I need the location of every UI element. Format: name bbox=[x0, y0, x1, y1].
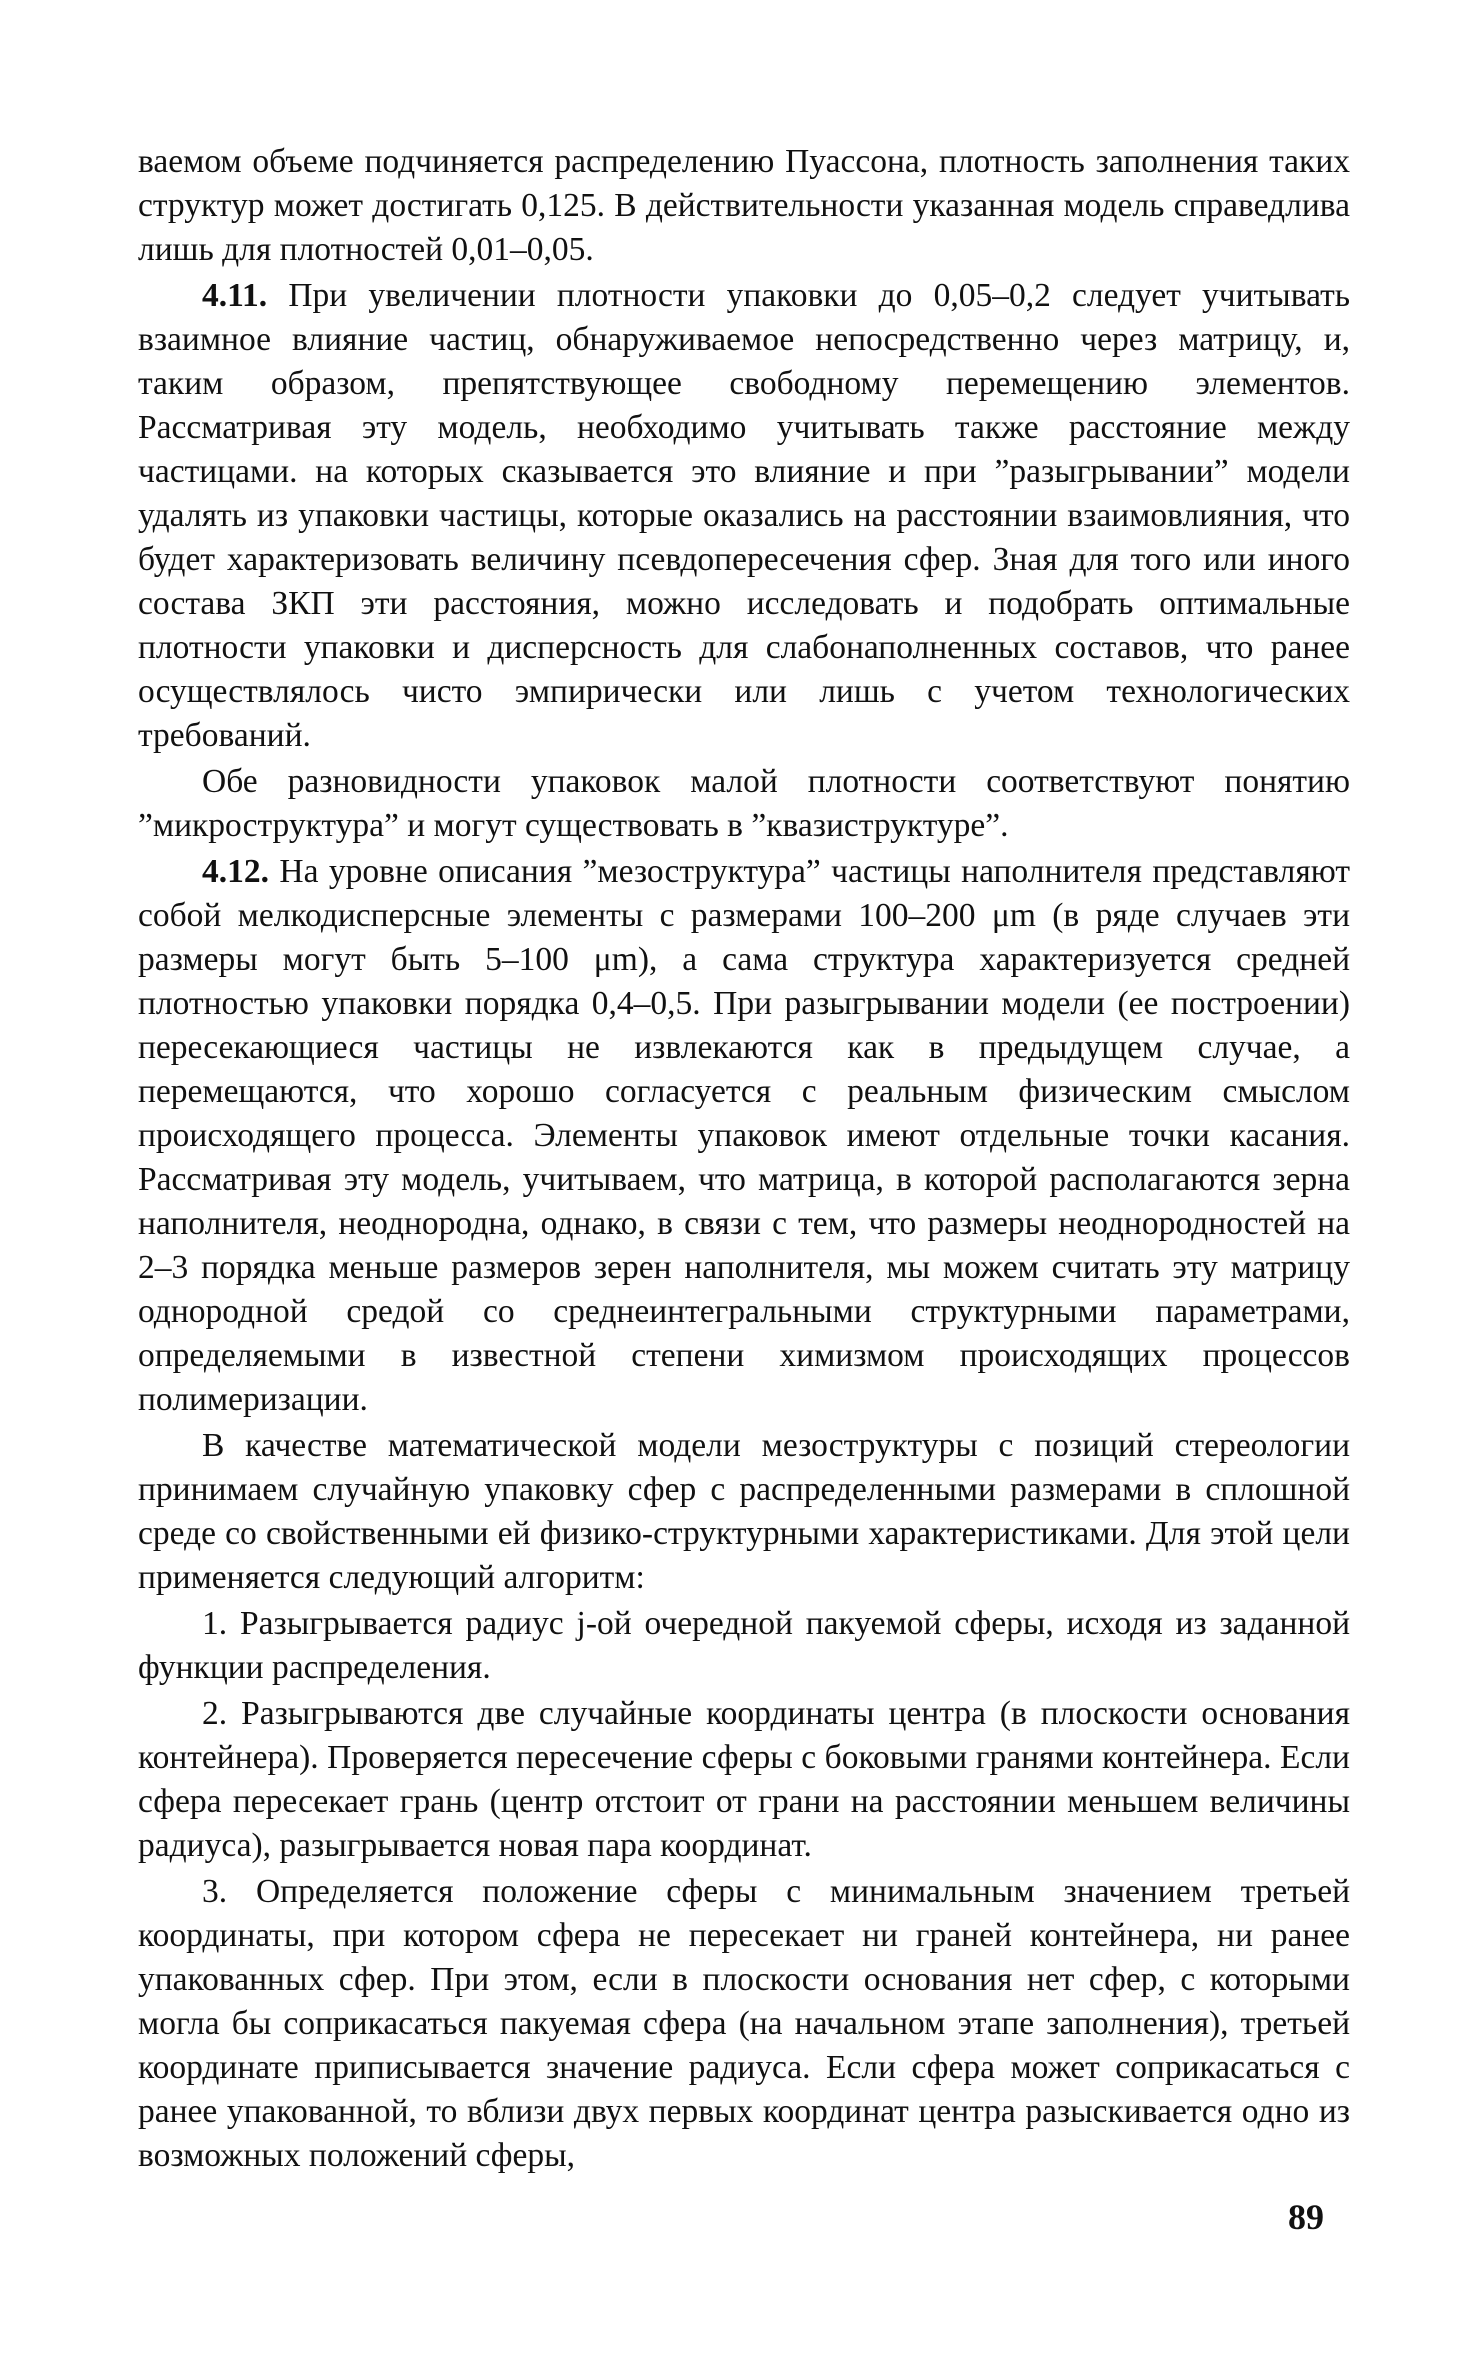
paragraph-section-4-11 bbox=[138, 274, 1350, 758]
paragraph-text: На уровне описания ”мезоструктура” частицы наполнителя представляют собой мелкодисперсные элементы с размерами 100–200 μm (в ряде случаев эти размеры могут быть 5–100 μm), а сама структура характеризуется средней плотностью упаковки порядка 0,4–0,5. При разыгрывании модели (ее построении) пересекающиеся частицы не извлекаются как в предыдущем случае, а перемещаются, что хорошо согласуется с реальным физическим смыслом происходящего процесса. Элементы упаковок имеют отдельные точки касания. Рассматривая эту модель, учитываем, что матрица, в которой располагаются зерна наполнителя, неоднородна, однако, в связи с тем, что размеры неоднородностей на 2–3 порядка меньше размеров зерен наполнителя, мы можем считать эту матрицу однородной средой со среднеинтегральными структурными параметрами, определяемыми в известной степени химизмом происходящих процессов полимеризации. bbox=[138, 853, 1350, 1418]
section-number: 4.11. bbox=[202, 277, 268, 314]
paragraph-section-4-12 bbox=[138, 850, 1350, 1422]
page-body bbox=[138, 140, 1350, 2178]
paragraph-continuation: ваемом объеме подчиняется распределению Пуассона, плотность заполнения таких структур может достигать 0,125. В действительности указанная модель справедлива лишь для плотностей 0,01–0,05. bbox=[138, 143, 1350, 268]
algorithm-step-2: 2. Разыгрываются две случайные координаты центра (в плоскости основания контейнера). Проверяется пересечение сферы с боковыми гранями контейнера. Если сфера пересекает грань (центр отстоит от грани на расстоянии меньшем величины радиуса), разыгрывается новая пара координат. bbox=[138, 1695, 1350, 1864]
paragraph-math-model: В качестве математической модели мезоструктуры с позиций стереологии принимаем случайную упаковку сфер с распределенными размерами в сплошной среде со свойственными ей физико-структурными характеристиками. Для этой цели применяется следующий алгоритм: bbox=[138, 1427, 1350, 1596]
paragraph-microstructure: Обе разновидности упаковок малой плотности соответствуют понятию ”микроструктура” и могут существовать в ”квазиструктуре”. bbox=[138, 763, 1350, 844]
algorithm-step-1: 1. Разыгрывается радиус j-ой очередной пакуемой сферы, исходя из заданной функции распределения. bbox=[138, 1605, 1350, 1686]
page-number: 89 bbox=[1288, 2197, 1324, 2237]
algorithm-step-3: 3. Определяется положение сферы с минимальным значением третьей координаты, при котором сфера не пересекает ни граней контейнера, ни ранее упакованных сфер. При этом, если в плоскости основания нет сфер, с которыми могла бы соприкасаться пакуемая сфера (на начальном этапе заполнения), третьей координате приписывается значение радиуса. Если сфера может соприкасаться с ранее упакованной, то вблизи двух первых координат центра разыскивается одно из возможных положений сферы, bbox=[138, 1873, 1350, 2174]
section-number: 4.12. bbox=[202, 853, 269, 890]
paragraph-text: При увеличении плотности упаковки до 0,05–0,2 следует учитывать взаимное влияние частиц, обнаруживаемое непосредственно через матрицу, и, таким образом, препятствующее свободному перемещению элементов. Рассматривая эту модель, необходимо учитывать также расстояние между частицами. на которых сказывается это влияние и при ”разыгрывании” модели удалять из упаковки частицы, которые оказались на расстоянии взаимовлияния, что будет характеризовать величину псевдопересечения сфер. Зная для того или иного состава ЗКП эти расстояния, можно исследовать и подобрать оптимальные плотности упаковки и дисперсность для слабонаполненных составов, что ранее осуществлялось чисто эмпирически или лишь с учетом технологических требований. bbox=[138, 277, 1350, 754]
